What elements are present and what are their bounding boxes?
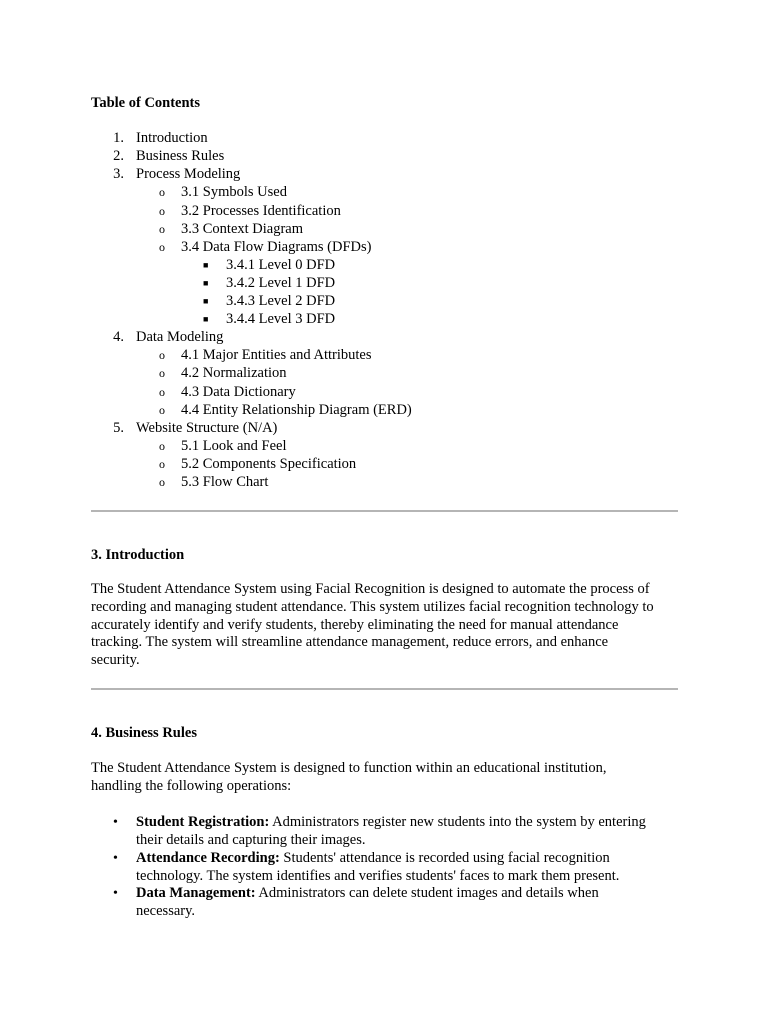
toc-subsubitem: 3.4.4 Level 3 DFD — [226, 311, 336, 327]
paragraph-line: The Student Attendance System is designed to function within an educational institution, — [91, 760, 607, 776]
circle-bullet-icon: o — [159, 439, 165, 453]
circle-bullet-icon: o — [159, 240, 165, 254]
bullet-text: Administrators can delete student images and details when — [255, 885, 599, 901]
paragraph-line: recording and managing student attendance. This system utilizes facial recognition technology to — [91, 598, 654, 615]
bullet-text: their details and capturing their images. — [136, 831, 366, 848]
toc-subitem: 4.1 Major Entities and Attributes — [181, 347, 372, 363]
horizontal-rule — [91, 688, 678, 690]
toc-title: Table of Contents — [91, 95, 201, 111]
toc-number: 5. — [113, 420, 124, 436]
paragraph-line: The Student Attendance System using Facial Recognition is designed to automate the process of — [91, 581, 650, 597]
toc-subitem: 4.2 Normalization — [181, 365, 287, 381]
toc-subitem: 5.3 Flow Chart — [181, 474, 269, 490]
paragraph-line: accurately identify and verify students, thereby eliminating the need for manual attendance — [91, 616, 619, 633]
toc-subsubitem: 3.4.2 Level 1 DFD — [226, 275, 336, 291]
paragraph-line: security. — [91, 652, 140, 669]
toc-number: 1. — [113, 130, 124, 146]
paragraph-line: tracking. The system will streamline attendance management, reduce errors, and enhance — [91, 634, 609, 651]
toc-subitem: 3.3 Context Diagram — [181, 221, 304, 237]
toc-subitem: 4.4 Entity Relationship Diagram (ERD) — [181, 402, 412, 418]
bullet-term: Attendance Recording: — [136, 850, 280, 866]
horizontal-rule — [91, 510, 678, 512]
toc-subitem: 5.2 Components Specification — [181, 456, 357, 472]
circle-bullet-icon: o — [159, 348, 165, 362]
toc-item-website-structure: Website Structure (N/A) — [136, 420, 278, 436]
disc-bullet-icon: • — [113, 886, 118, 901]
square-bullet-icon: ■ — [203, 278, 209, 288]
bullet-term: Student Registration: — [136, 814, 270, 830]
business-rules-intro — [91, 760, 691, 796]
toc-subitem: 4.3 Data Dictionary — [181, 384, 296, 400]
introduction-heading: 3. Introduction — [91, 547, 185, 563]
toc-subitem: 3.2 Processes Identification — [181, 203, 341, 219]
toc-number: 4. — [113, 329, 124, 345]
bullet-text: necessary. — [136, 902, 196, 919]
toc-subsubitem: 3.4.1 Level 0 DFD — [226, 257, 336, 273]
circle-bullet-icon: o — [159, 385, 165, 399]
toc-item-introduction: Introduction — [136, 130, 208, 146]
disc-bullet-icon: • — [113, 851, 118, 866]
toc-subitem: 5.1 Look and Feel — [181, 438, 287, 454]
circle-bullet-icon: o — [159, 185, 165, 199]
circle-bullet-icon: o — [159, 475, 165, 489]
toc-number: 2. — [113, 148, 124, 164]
toc-subitem: 3.1 Symbols Used — [181, 184, 287, 200]
circle-bullet-icon: o — [159, 222, 165, 236]
bullet-student-registration — [136, 814, 696, 850]
business-rules-heading: 4. Business Rules — [91, 725, 197, 741]
square-bullet-icon: ■ — [203, 260, 209, 270]
toc-number: 3. — [113, 166, 124, 182]
bullet-text: Administrators register new students into the system by entering — [269, 814, 646, 830]
square-bullet-icon: ■ — [203, 314, 209, 324]
bullet-text: Students' attendance is recorded using facial recognition — [279, 850, 610, 866]
toc-item-process-modeling: Process Modeling — [136, 166, 241, 182]
toc-subitem: 3.4 Data Flow Diagrams (DFDs) — [181, 239, 372, 255]
disc-bullet-icon: • — [113, 815, 118, 830]
toc-item-business-rules: Business Rules — [136, 148, 225, 164]
circle-bullet-icon: o — [159, 457, 165, 471]
circle-bullet-icon: o — [159, 366, 165, 380]
square-bullet-icon: ■ — [203, 296, 209, 306]
introduction-paragraph — [91, 581, 691, 670]
bullet-attendance-recording — [136, 850, 696, 886]
circle-bullet-icon: o — [159, 403, 165, 417]
bullet-text: technology. The system identifies and verifies students' faces to mark them present. — [136, 867, 620, 884]
paragraph-line: handling the following operations: — [91, 777, 292, 794]
toc-subsubitem: 3.4.3 Level 2 DFD — [226, 293, 336, 309]
bullet-data-management — [136, 885, 696, 921]
bullet-term: Data Management: — [136, 885, 256, 901]
circle-bullet-icon: o — [159, 204, 165, 218]
toc-item-data-modeling: Data Modeling — [136, 329, 224, 345]
